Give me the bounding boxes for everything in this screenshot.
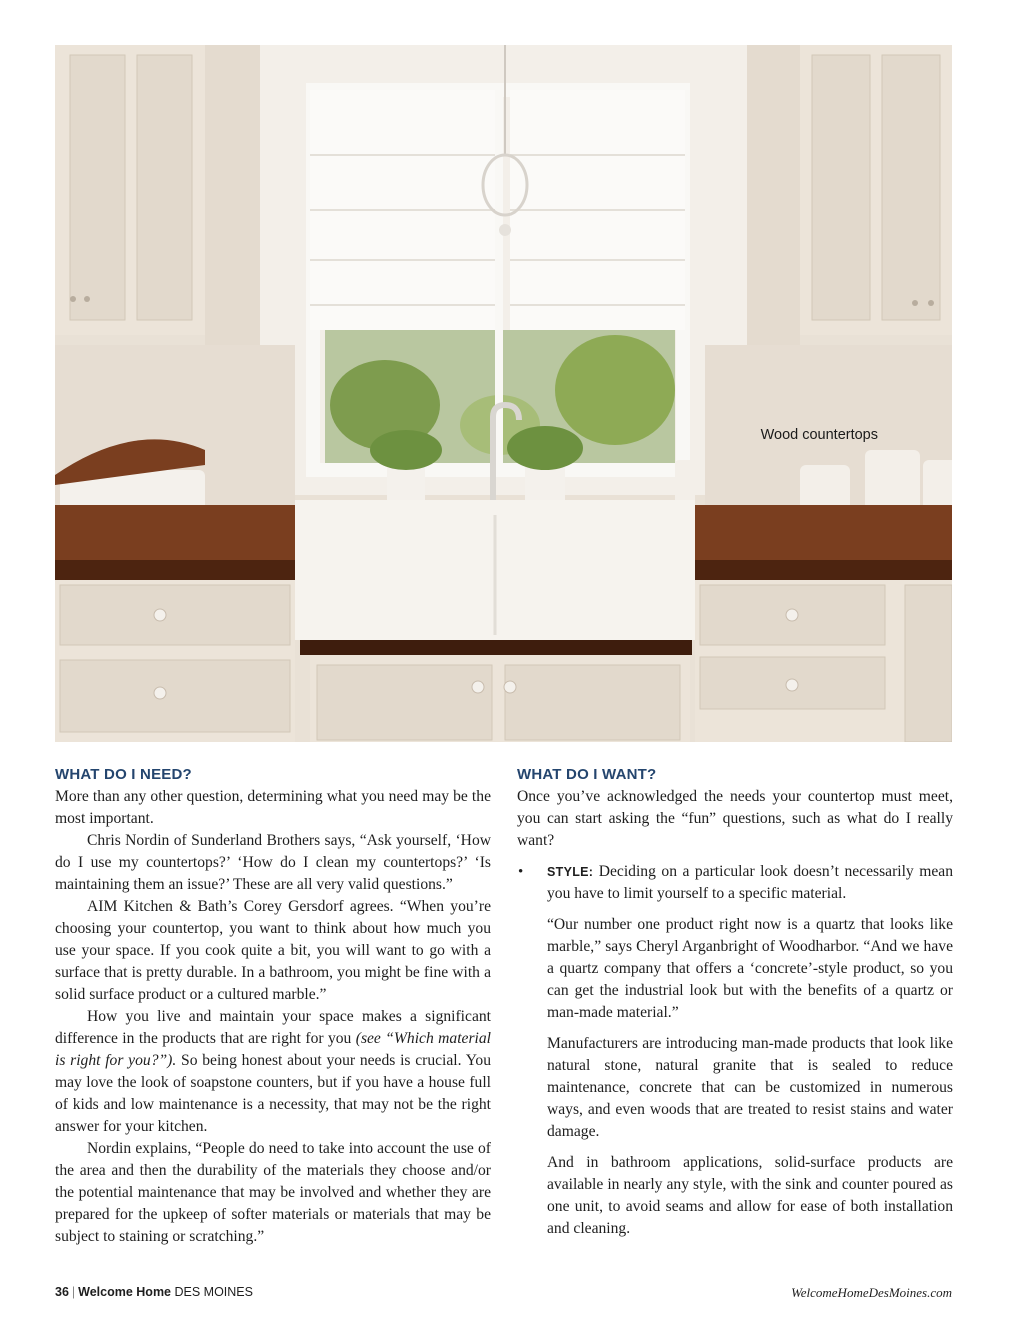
paragraph: Manufacturers are introducing man-made products that look like natural stone, natural granite that is sealed to reduce maintenance, concrete that can be customized in numerous ways, and even woods that are treated to resist stains and water damage.	[547, 1035, 953, 1140]
paragraph: “Our number one product right now is a quartz that looks like marble,” says Cheryl Arganbright of Woodharbor. “And we have a quartz company that offers a ‘concrete’-style product, so you can get the industrial look but with the benefits of a quartz or man-made material.”	[547, 916, 953, 1021]
bullet-label: STYLE:	[547, 865, 594, 879]
magazine-brand: Welcome Home	[78, 1285, 172, 1299]
bullet-icon: •	[518, 864, 524, 880]
magazine-city: DES MOINES	[171, 1285, 253, 1299]
paragraph-text: So being honest about your needs is crucial. You may love the look of soapstone counters, but if you have a house full of kids and low maintenance is a necessity, that may not be the right answer for your kitchen.	[55, 1052, 492, 1135]
paragraph: More than any other question, determining what you need may be the most important.	[55, 788, 491, 827]
paragraph	[55, 1006, 491, 1138]
page-number: 36	[55, 1285, 69, 1299]
paragraph: AIM Kitchen & Bath’s Corey Gersdorf agrees. “When you’re choosing your countertop, you want to think about how much you use your space. If you cook quite a bit, you will want to go with a surface that is pretty durable. In a bathroom, you might be fine with a solid surface product or a cultured marble.”	[55, 898, 491, 1003]
bullet-text: Deciding on a particular look doesn’t necessarily mean you have to limit yourself to a specific material.	[547, 863, 953, 902]
kitchen-photo	[55, 45, 952, 742]
bullet-paragraph	[547, 861, 953, 905]
paragraph-text: How you live and maintain your space makes a significant difference in the products that are right for you	[55, 1008, 491, 1047]
kitchen-illustration	[55, 45, 952, 742]
section-heading-need: WHAT DO I NEED?	[55, 766, 192, 783]
section-heading-want: WHAT DO I WANT?	[517, 766, 657, 783]
paragraph: Once you’ve acknowledged the needs your countertop must meet, you can start asking the “fun” questions, such as what do I really want?	[517, 788, 953, 849]
paragraph: Nordin explains, “People do need to take into account the use of the area and then the durability of the materials they choose and/or the potential maintenance that may be involved and whether they are prepared for the upkeep of softer materials or materials that may be subject to staining or scratching.”	[55, 1140, 491, 1245]
paragraph: Chris Nordin of Sunderland Brothers says, “Ask yourself, ‘How do I use my countertops?’ ‘How do I clean my countertops?’ ‘Is maintaining them an issue?’ These are all very valid questions.”	[55, 832, 491, 893]
right-column	[517, 766, 953, 1240]
page-footer	[55, 1285, 952, 1303]
paragraph: And in bathroom applications, solid-surface products are available in nearly any style, with the sink and counter poured as one unit, to avoid seams and allow for ease of both installation and cleaning.	[547, 1154, 953, 1237]
footer-separator: |	[71, 1285, 76, 1299]
bullet-item-style	[517, 861, 953, 905]
footer-left	[55, 1285, 253, 1299]
website-link[interactable]: WelcomeHomeDesMoines.com	[791, 1285, 952, 1300]
left-column	[55, 766, 491, 1248]
cross-reference: (see “Which material is right for you?”).	[55, 1030, 491, 1069]
photo-caption: Wood countertops	[760, 427, 878, 443]
